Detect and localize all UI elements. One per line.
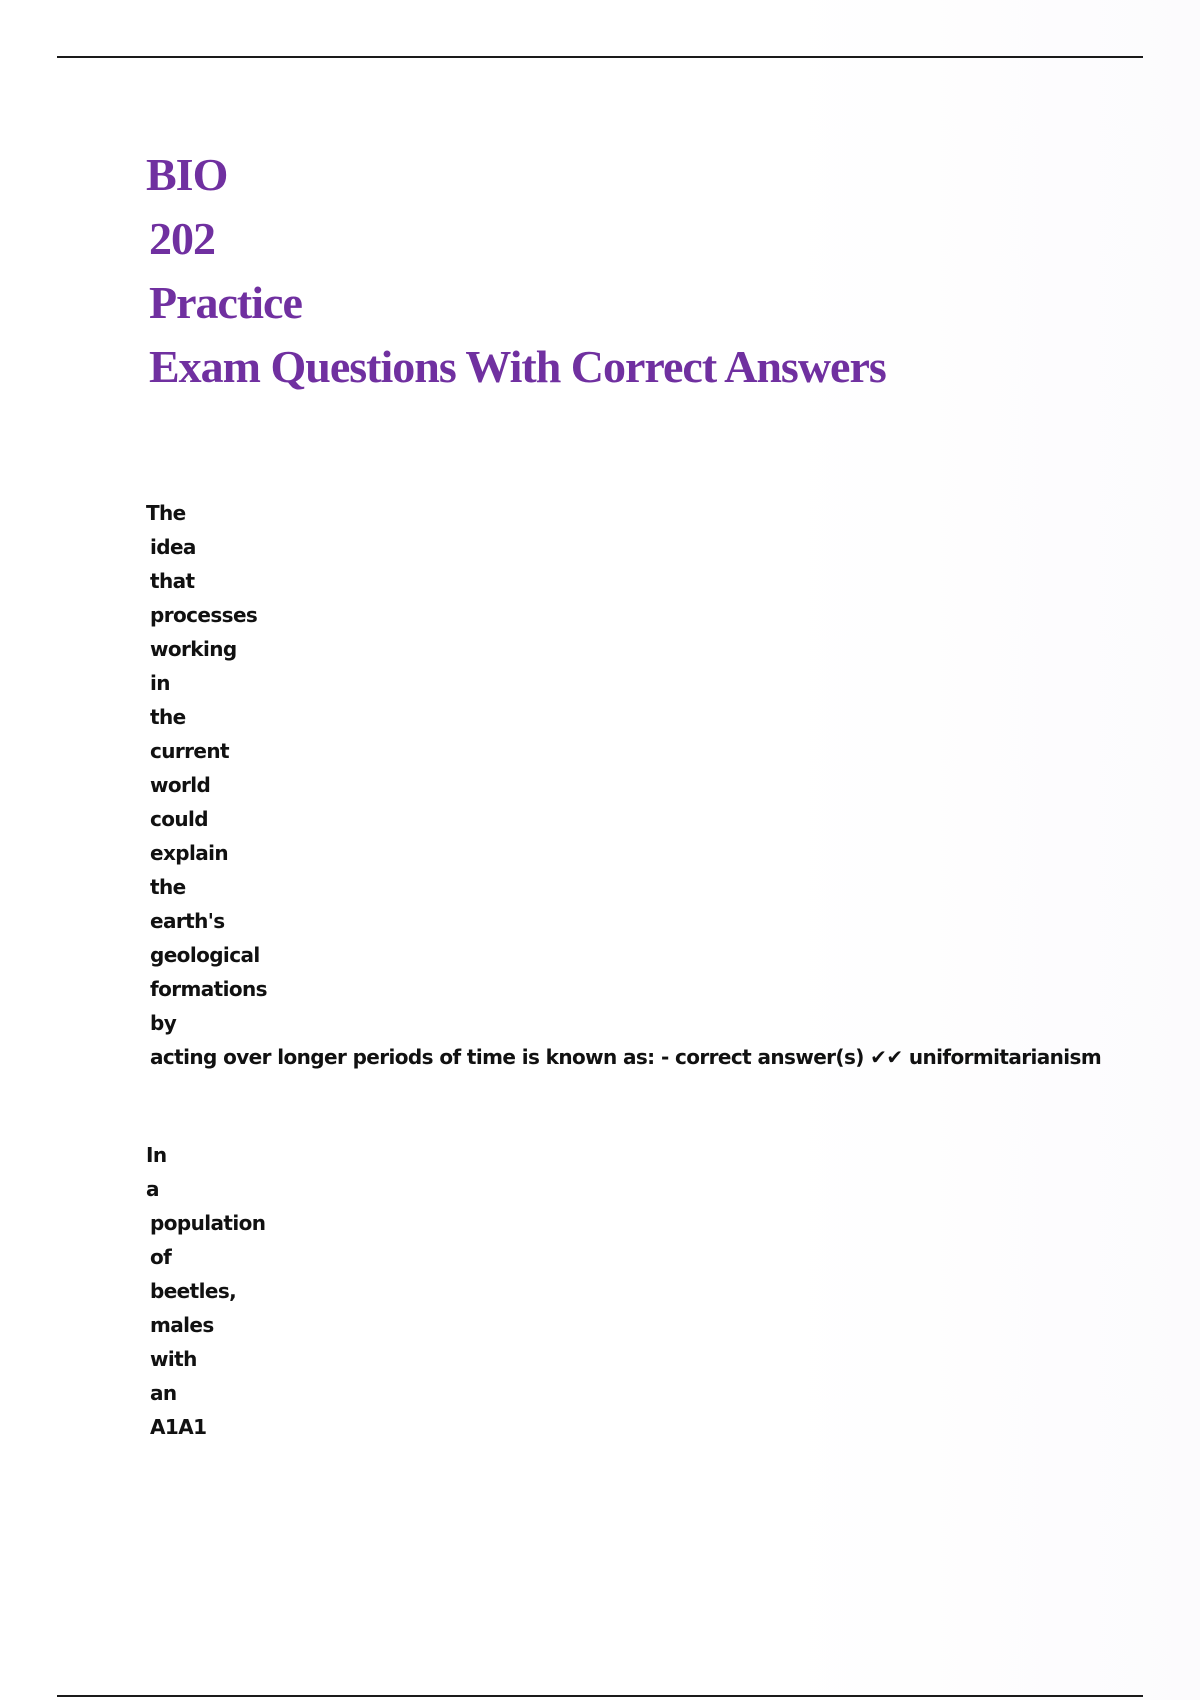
question-word: population: [150, 1211, 266, 1235]
question-word: in: [150, 671, 170, 695]
question-word: idea: [150, 535, 196, 559]
footer-rule: [57, 1695, 1143, 1697]
question-word: formations: [150, 977, 267, 1001]
question-word: current: [150, 739, 229, 763]
question-word: processes: [150, 603, 258, 627]
title-line: Exam Questions With Correct Answers: [149, 341, 886, 392]
title-line: 202: [149, 213, 215, 264]
question-word: the: [150, 875, 186, 899]
question-word: world: [150, 773, 211, 797]
question-word: A1A1: [150, 1415, 207, 1439]
question-word: by: [150, 1011, 177, 1035]
question-word: beetles,: [150, 1279, 237, 1303]
question-word: In: [146, 1143, 167, 1167]
question-word: earth's: [150, 909, 225, 933]
question-word: of: [150, 1245, 172, 1269]
header-rule: [57, 56, 1143, 58]
question-word: explain: [150, 841, 229, 865]
question-2: [146, 1138, 265, 1444]
question-word: could: [150, 807, 209, 831]
question-word: a: [146, 1177, 159, 1201]
question-word: that: [150, 569, 195, 593]
question-answer-line: acting over longer periods of time is known as: - correct answer(s) ✔✔ uniformitarianism: [150, 1045, 1102, 1069]
question-word: The: [146, 501, 186, 525]
document-title: [146, 143, 886, 399]
question-1: [146, 496, 1101, 1074]
title-line: BIO: [146, 149, 228, 200]
title-line: Practice: [149, 277, 302, 328]
question-word: working: [150, 637, 237, 661]
question-word: geological: [150, 943, 260, 967]
question-word: males: [150, 1313, 214, 1337]
question-word: an: [150, 1381, 177, 1405]
question-word: with: [150, 1347, 197, 1371]
question-word: the: [150, 705, 186, 729]
